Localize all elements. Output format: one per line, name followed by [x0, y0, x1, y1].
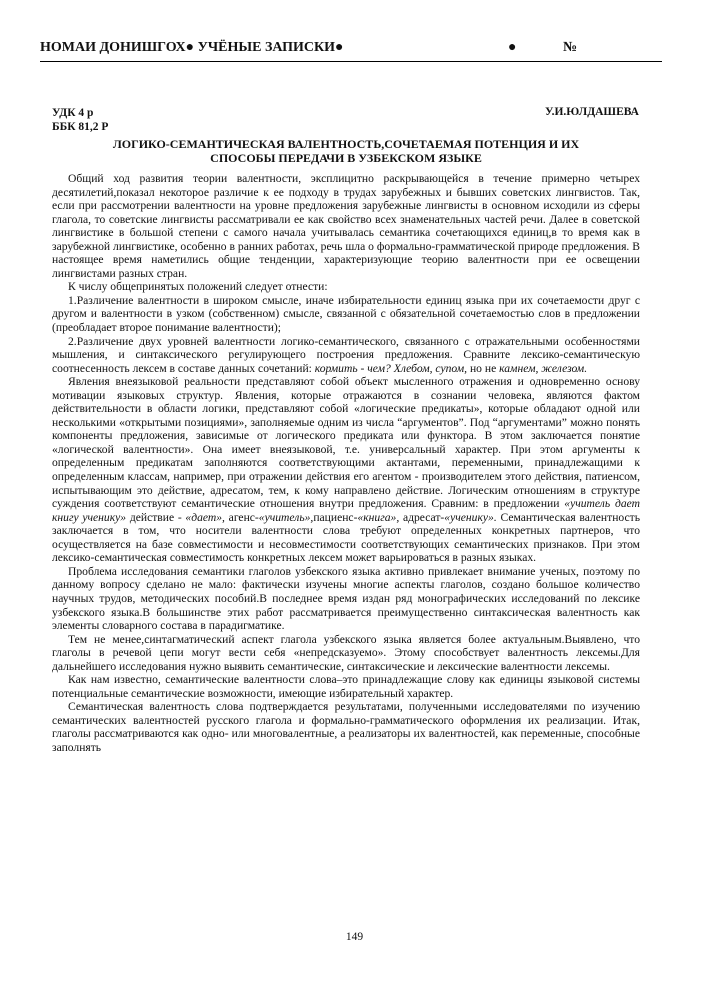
- paragraph-3: 1.Различение валентности в широком смысле, иначе избирательности единиц языка при их сочетаемости друг с другом и валентности в узком (собственном) смысле, связанной с обязательной сочетаемостью слов в предложении (преобладает второе понимание валентности);: [52, 293, 640, 335]
- article-body: [52, 172, 640, 755]
- paragraph-5-text: Явления внеязыковой реальности представляют собой объект мысленного отражения и одновременно основу мотивации языковых структур. Явления, которые отражаются в сознании человека, являются фактом действительности в области логики, представляют собой «логические предикаты», которые обладают одной или несколькими «открытыми позициями», заполняемые одним из числа “аргументов”. Под “аргументами” можно понять компоненты предложения, зависимые от логического предиката или функтора. В этом заключается понятие «логической валентности». Она имеет внеязыковой, т.е. универсальный характер. При этом аргументы к определенным предикатам заполняются соответствующими актантами, переменными, принадлежащими к определенным классам, например, при отражении действия его агентом - производителем этого действия, патиенсом, испытывающим это действие, адресатом, тем, к кому направлено действие. Логическим отношениям в структуре суждения соответствуют семантические отношения внутри предложения. Сравним: в предложении: [52, 375, 640, 511]
- example-phrase: кормить - чем? Хлебом, супом,: [314, 361, 468, 375]
- example-sentence: «учитель дает книгу ученику»: [52, 497, 640, 524]
- example-addressee: «ученику».: [444, 510, 497, 524]
- counter-example-phrase: камнем, железом.: [499, 361, 588, 375]
- issue-number-label: №: [563, 40, 578, 55]
- paragraph-5-tail: Семантическая валентность заключается в том, что носители валентности слова требуют определенных конкретных партнеров, что осуществляется на базе совместимости и несовместимости соответствующих семантических признаков. При этом лексико-семантическая совместимость конкретных лексем может варьироваться в разных языках.: [52, 510, 640, 565]
- paragraph-4-connector: но не: [467, 361, 500, 375]
- header-bullet: ●: [508, 40, 517, 55]
- journal-title: НОМАИ ДОНИШГОХ● УЧЁНЫЕ ЗАПИСКИ●: [40, 40, 344, 55]
- title-line-2: СПОСОБЫ ПЕРЕДАЧИ В УЗБЕКСКОМ ЯЗЫКЕ: [210, 151, 482, 165]
- author-name: У.И.ЮЛДАШЕВА: [545, 106, 639, 118]
- paragraph-4-text: 2.Различение двух уровней валентности логико-семантического, связанного с отражательными особенностями мышления, и синтаксического регулирующего построения предложения. Сравните лексико-семантическую соотнесенность лексем в составе данных сочетаний:: [52, 334, 640, 375]
- page-number: 149: [345, 931, 364, 943]
- classification-codes: [52, 106, 108, 134]
- article-title: [52, 137, 640, 165]
- bbk-code: ББК 81,2 Р: [52, 121, 109, 133]
- example-agent: «учитель»,: [258, 510, 314, 524]
- paragraph-5-fragment: агенс-: [224, 510, 259, 524]
- example-action: «дает»,: [185, 510, 225, 524]
- paragraph-5-fragment: действие -: [126, 510, 186, 524]
- header-rule: [40, 61, 662, 62]
- example-patient: «книга»,: [357, 510, 400, 524]
- paragraph-1: Общий ход развития теории валентности, эксплицитно раскрывающейся в течение примерно четырех десятилетий,показал некоторое различие к ее подходу в трудах зарубежных и бывших советских лингвистов. Так, если при рассмотрении валентности на уровне предложения зарубежные лингвисты в основном исходили из сферы глагола, то советские лингвисты рассматривали ее как свойство всех знаменательных частей речи. Далее в советской лингвистике в большой степени с самого начала учитывалась семантика сочетающихся единиц,в то время как в зарубежной лингвистике, особенно в ранних работах, речь шла о формально-грамматической природе предложения. В настоящее время наметились общие тенденции, характеризующие теорию валентности при ее освещении лингвистами разных стран.: [52, 172, 640, 280]
- paragraph-9: Семантическая валентность слова подтверждается результатами, полученными исследователями по изучению семантических валентностей русского глагола и формально-грамматического оформления их реализации. Итак, глаголы рассматриваются как одно- или многовалентные, а реализаторы их валентностей, как переменные, способные заполнять: [52, 700, 640, 754]
- paragraph-4: [52, 335, 640, 376]
- paragraph-5-fragment: адресат-: [399, 510, 445, 524]
- paragraph-7: Тем не менее,синтагматический аспект глагола узбекского языка является более актуальным.Выявлено, что глаголы в речевой цепи могут вести себя «непредсказуемо». Этому способствует валентность лексемы.Для дальнейшего исследования нужно выявить семантические, синтаксические и лексические валентности лексемы.: [52, 632, 640, 673]
- title-line-1: ЛОГИКО-СЕМАНТИЧЕСКАЯ ВАЛЕНТНОСТЬ,СОЧЕТАЕМАЯ ПОТЕНЦИЯ И ИХ: [112, 137, 580, 151]
- running-header: [40, 40, 660, 60]
- paragraph-2: К числу общепринятых положений следует отнести:: [68, 280, 328, 294]
- udk-code: УДК 4 р: [52, 107, 94, 119]
- paragraph-5: [52, 375, 640, 565]
- paragraph-8: Как нам известно, семантические валентности слова–это принадлежащие слову как единицы языковой системы потенциальные семантические возможности, имеющие избирательный характер.: [52, 673, 640, 700]
- paragraph-6: Проблема исследования семантики глаголов узбекского языка активно привлекает внимание ученых, поэтому по данному вопросу сделано не мало: фактически изучены многие аспекты глаголов, создано большое количество научных трудов, методических пособий.В последнее время издан ряд монографических исследований по лексике узбекского языка.В большинстве этих работ рассматривается преимущественно синтаксическая валентность как элементы словарного состава в парадигматике.: [52, 564, 640, 633]
- paragraph-5-fragment: пациенс-: [313, 510, 358, 524]
